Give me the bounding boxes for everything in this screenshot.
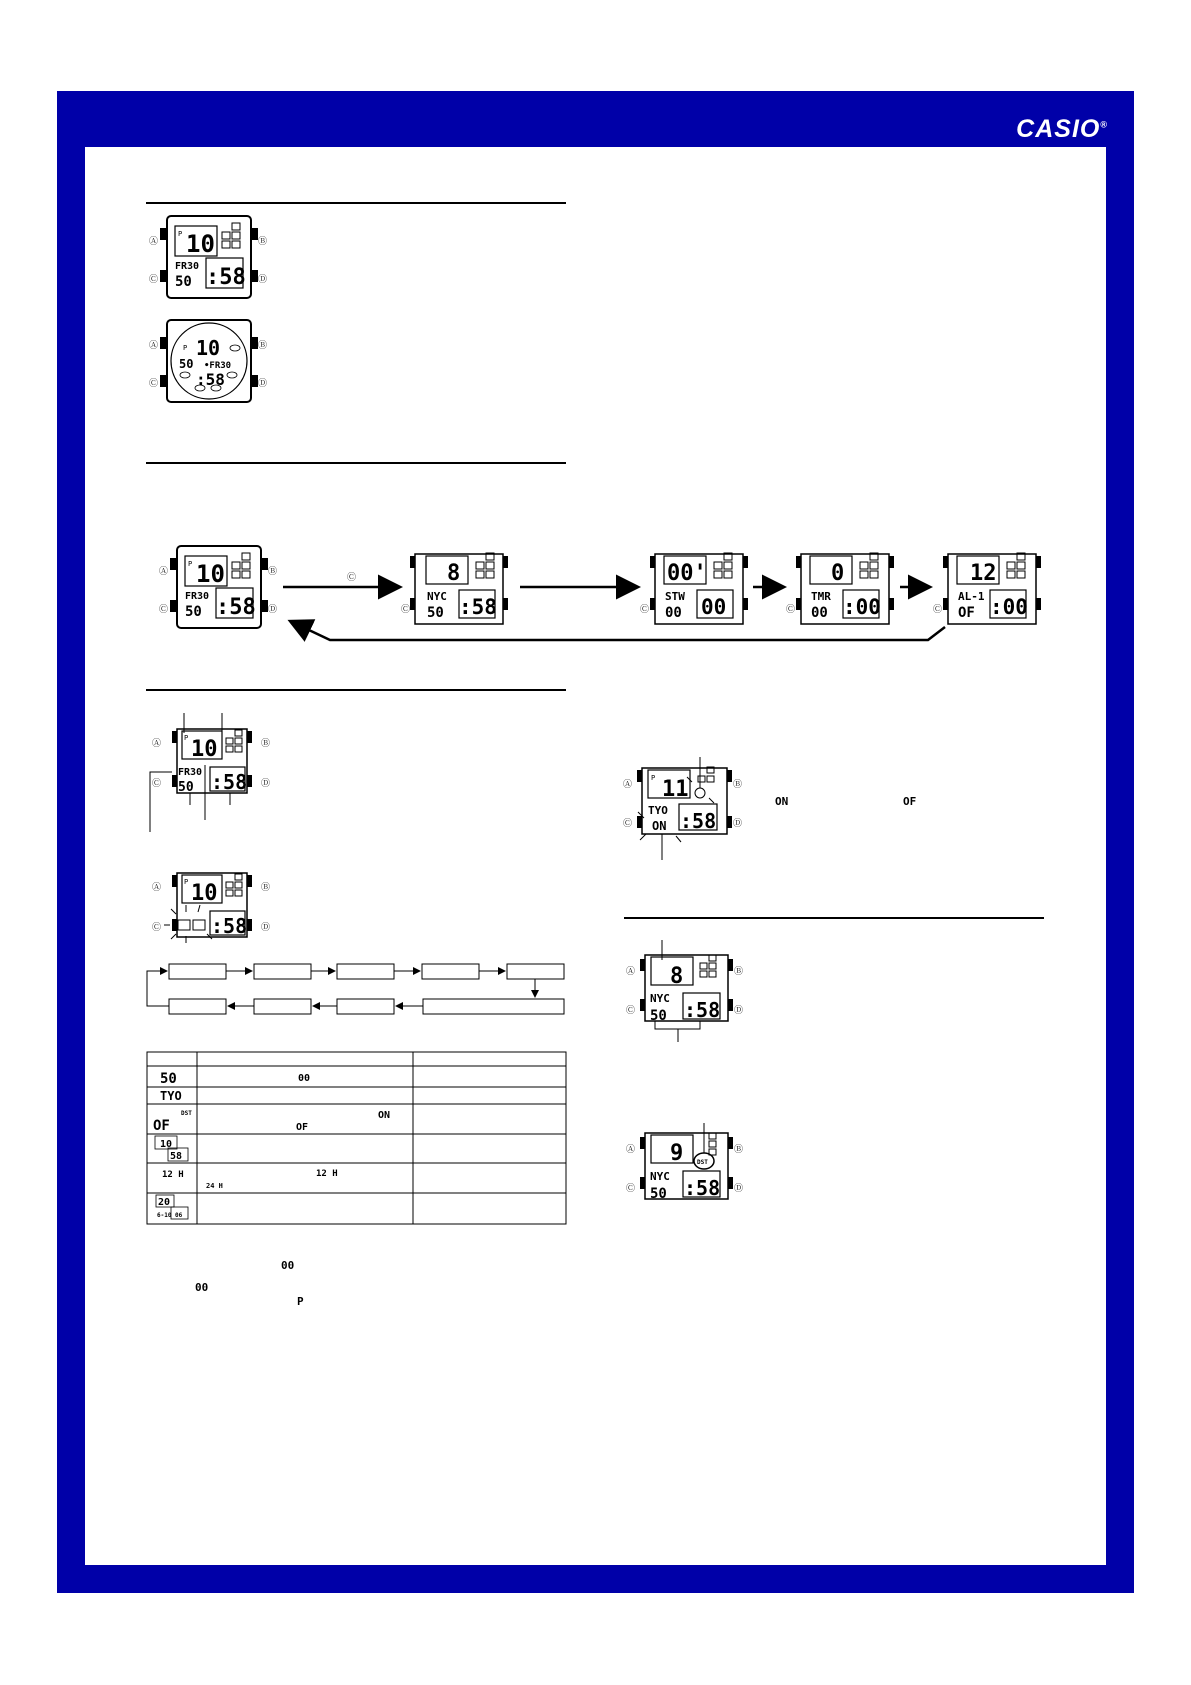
watch-diagram-round [149,320,267,402]
on-glyph: ON [775,795,789,808]
hour-digits: 9 [670,1141,684,1166]
button-c-label: Ⓒ [152,779,162,789]
button-d-label: Ⓓ [268,605,278,615]
button-b-label: Ⓑ [258,341,268,351]
seconds-digits: :58 [206,265,246,290]
table-row-desc: ON [378,1110,391,1121]
pm-indicator: P [183,344,188,352]
table-row-symbol: 10 [160,1139,173,1150]
seconds-digits: 00 [701,595,727,619]
seconds-digits: :00 [990,595,1028,619]
button-d-label: Ⓓ [733,819,743,829]
seconds-digits: :00 [843,595,881,619]
button-a-label: Ⓐ [152,883,162,893]
button-d-label: Ⓓ [734,1006,744,1016]
day-date: FR30 [178,767,203,778]
table-row-sub: 6-10 06 [157,1212,183,1219]
watch-diagram-dst-indicator [626,1123,743,1202]
note-glyph: 00 [195,1281,209,1294]
table-row-desc: 12 H [316,1169,338,1179]
setting-sequence-diagram [147,964,564,1014]
button-a-label: Ⓐ [149,341,159,351]
alarm-hour-digits: 12 [970,561,997,586]
table-row-desc: 00 [298,1073,311,1084]
button-a-label: Ⓐ [626,1145,636,1155]
button-b-label: Ⓑ [734,1145,744,1155]
button-d-label: Ⓓ [258,275,268,285]
hour-digits: 10 [191,737,218,762]
button-d-label: Ⓓ [734,1184,744,1194]
mode-name: AL-1 [958,590,985,603]
note-glyph: P [297,1295,304,1308]
casio-logo: CASIO® [1016,115,1108,143]
minute-digits: 50 [178,780,194,795]
city-code: NYC [650,992,670,1005]
table-row-symbol: TYO [160,1089,182,1103]
watch-diagram-dst-toggle [623,757,742,860]
minute-digits: 50 [427,605,444,621]
button-a-label: Ⓐ [152,739,162,749]
button-c-label: Ⓒ [626,1006,636,1016]
pm-indicator: P [651,774,656,782]
button-d-label: Ⓓ [261,779,271,789]
off-glyph: OF [903,795,917,808]
minute-digits: 50 [650,1008,667,1024]
watch-diagram-callouts [150,713,270,832]
pm-indicator: P [184,878,189,886]
minute-digits: 00 [811,605,828,621]
note-glyph: 00 [281,1259,295,1272]
seconds-digits: :58 [680,809,717,833]
table-row-sub: 58 [170,1151,183,1162]
seconds-digits: :58 [216,595,256,620]
dst-status: ON [652,819,667,833]
table-row-symbol: 20 [158,1197,171,1208]
button-b-label: Ⓑ [261,883,271,893]
mode-name: STW [665,590,685,603]
minute-digits: 50 [650,1186,667,1202]
hour-digits: 8 [670,964,684,989]
button-a-label: Ⓐ [159,567,169,577]
settings-table-content [153,1071,390,1219]
seconds-digits: :58 [211,914,248,938]
mode-name: TMR [811,590,831,603]
table-row-desc: OF [296,1122,309,1133]
pm-indicator: P [188,560,193,568]
table-row-symbol: 50 [160,1071,177,1087]
day-date: FR30 [175,261,200,272]
button-c-label: Ⓒ [640,605,650,615]
hour-digits: 8 [447,561,461,586]
watch-diagram-worldtime [626,940,743,1042]
button-c-label: Ⓒ [152,923,162,933]
seconds-digits: :58 [684,998,721,1022]
pm-indicator: P [184,734,189,742]
day-date: •FR30 [204,361,232,371]
dst-indicator: DST [181,1110,192,1117]
minute-digits: 50 [175,274,192,290]
seconds-digits: :58 [211,770,248,794]
button-a-label: Ⓐ [626,967,636,977]
day-date: FR30 [185,591,210,602]
button-a-label: Ⓐ [623,780,633,790]
button-b-label: Ⓑ [258,237,268,247]
hour-digits: 11 [662,777,689,802]
hour-digits: 10 [196,560,225,588]
stopwatch-top-digits: 00' [667,561,707,586]
seconds-digits: :58 [684,1176,721,1200]
city-code: NYC [650,1170,670,1183]
seconds-digits: :58 [196,370,225,389]
alarm-status: OF [958,605,975,621]
minute-digits: 00 [665,605,682,621]
button-c-label: Ⓒ [149,275,159,285]
seconds-digits: :58 [459,595,497,619]
button-c-label: Ⓒ [159,605,169,615]
city-code: NYC [427,590,447,603]
table-row-desc: 24 H [206,1182,223,1190]
mode-sequence-diagram [159,546,1041,640]
watch-diagram-square [149,216,267,298]
table-row-symbol: OF [153,1118,170,1134]
button-c-label: Ⓒ [933,605,943,615]
button-c-label: Ⓒ [149,379,159,389]
hour-digits: 10 [191,881,218,906]
button-a-label: Ⓐ [149,237,159,247]
button-b-label: Ⓑ [733,780,743,790]
button-b-label: Ⓑ [734,967,744,977]
city-code: TYO [648,804,668,817]
pm-indicator: P [178,230,183,238]
mode-button-label: Ⓒ [347,573,357,583]
table-row-symbol: 12 H [162,1170,184,1180]
button-b-label: Ⓑ [261,739,271,749]
hour-digits: 10 [196,336,221,360]
button-c-label: Ⓒ [623,819,633,829]
minute-digits: 50 [185,604,202,620]
button-c-label: Ⓒ [401,605,411,615]
button-c-label: Ⓒ [786,605,796,615]
button-d-label: Ⓓ [258,379,268,389]
button-b-label: Ⓑ [268,567,278,577]
hour-digits: 10 [186,230,215,258]
button-c-label: Ⓒ [626,1184,636,1194]
minute-digits: 50 [179,357,194,371]
timer-top-digits: 0 [831,561,845,586]
button-d-label: Ⓓ [261,923,271,933]
settings-table [147,1052,566,1224]
watch-diagram-setting [152,873,270,943]
dst-indicator: DST [697,1159,708,1166]
